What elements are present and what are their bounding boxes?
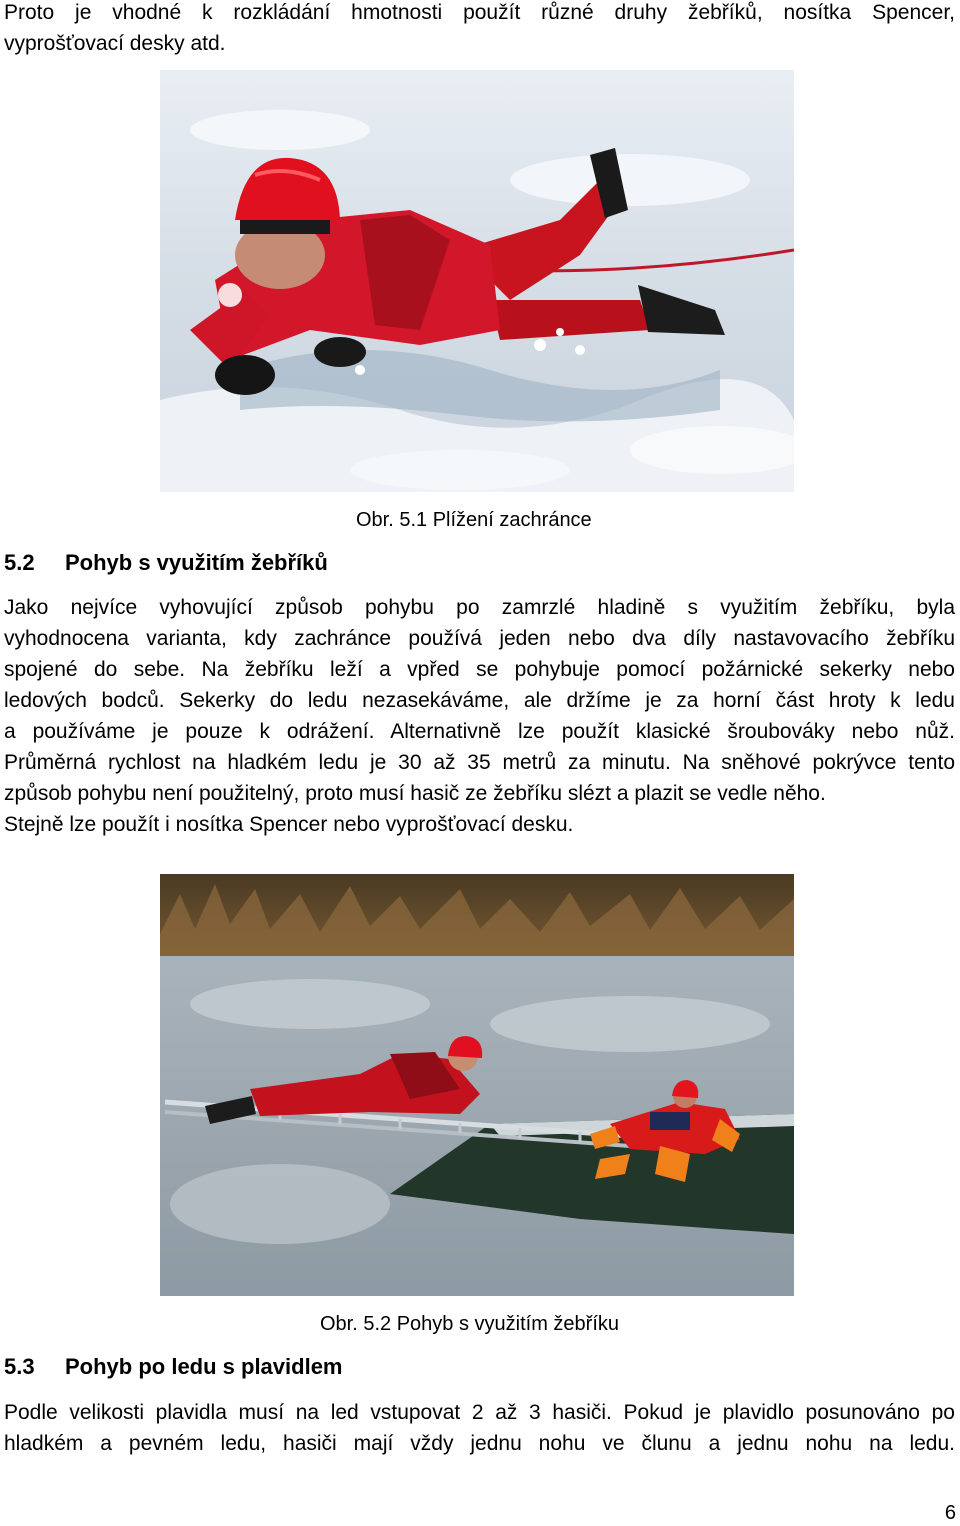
section-5-2-heading: [4, 548, 328, 578]
s53-line-1: Podle velikosti plavidla musí na led vstupovat 2 až 3 hasiči. Pokud je plavidlo posunováno po: [4, 1401, 955, 1424]
figure-2-photo: [160, 874, 794, 1296]
s52-line-4: ledových bodců. Sekerky do ledu nezasekáváme, ale držíme je za horní část hroty k ledu: [4, 689, 955, 712]
section-5-2-number: 5.2: [4, 550, 35, 575]
s52-line-3: spojené do sebe. Na žebříku leží a vpřed se pohybuje pomocí požárnické sekerky nebo: [4, 658, 955, 681]
section-5-3-title: Pohyb po ledu s plavidlem: [65, 1354, 343, 1379]
intro-paragraph: [4, 0, 955, 59]
figure-1-photo: [160, 70, 794, 492]
intro-line-1: Proto je vhodné k rozkládání hmotnosti použít různé druhy žebříků, nosítka Spencer,: [4, 1, 955, 24]
section-5-3-heading: [4, 1352, 343, 1382]
intro-line-2: vyprošťovací desky atd.: [4, 32, 226, 55]
s52-line-1: Jako nejvíce vyhovující způsob pohybu po zamrzlé hladině s využitím žebříku, byla: [4, 596, 955, 619]
figure-1-caption: Obr. 5.1 Plížení zachránce: [356, 509, 592, 531]
section-5-2-title: Pohyb s využitím žebříků: [65, 550, 328, 575]
section-5-3-number: 5.3: [4, 1354, 35, 1379]
page-number: 6: [944, 1502, 956, 1524]
s52-line-6: Průměrná rychlost na hladkém ledu je 30 až 35 metrů za minutu. Na sněhové pokrývce tento: [4, 751, 955, 774]
s52-line-8: Stejně lze použít i nosítka Spencer nebo vyprošťovací desku.: [4, 813, 574, 836]
s52-line-7: způsob pohybu není použitelný, proto musí hasič ze žebříku slézt a plazit se vedle něho.: [4, 782, 826, 805]
section-5-2-paragraph: [4, 592, 955, 840]
figure-2-caption: Obr. 5.2 Pohyb s využitím žebříku: [320, 1313, 620, 1335]
s52-line-2: vyhodnocena varianta, kdy zachránce používá jeden nebo dva díly nastavovacího žebříku: [4, 627, 955, 650]
s52-line-5: a používáme je pouze k odrážení. Alternativně lze použít klasické šroubováky nebo nůž.: [4, 720, 955, 743]
s53-line-2: hladkém a pevném ledu, hasiči mají vždy jednu nohu ve člunu a jednu nohu na ledu.: [4, 1432, 955, 1455]
section-5-3-paragraph: [4, 1397, 955, 1459]
